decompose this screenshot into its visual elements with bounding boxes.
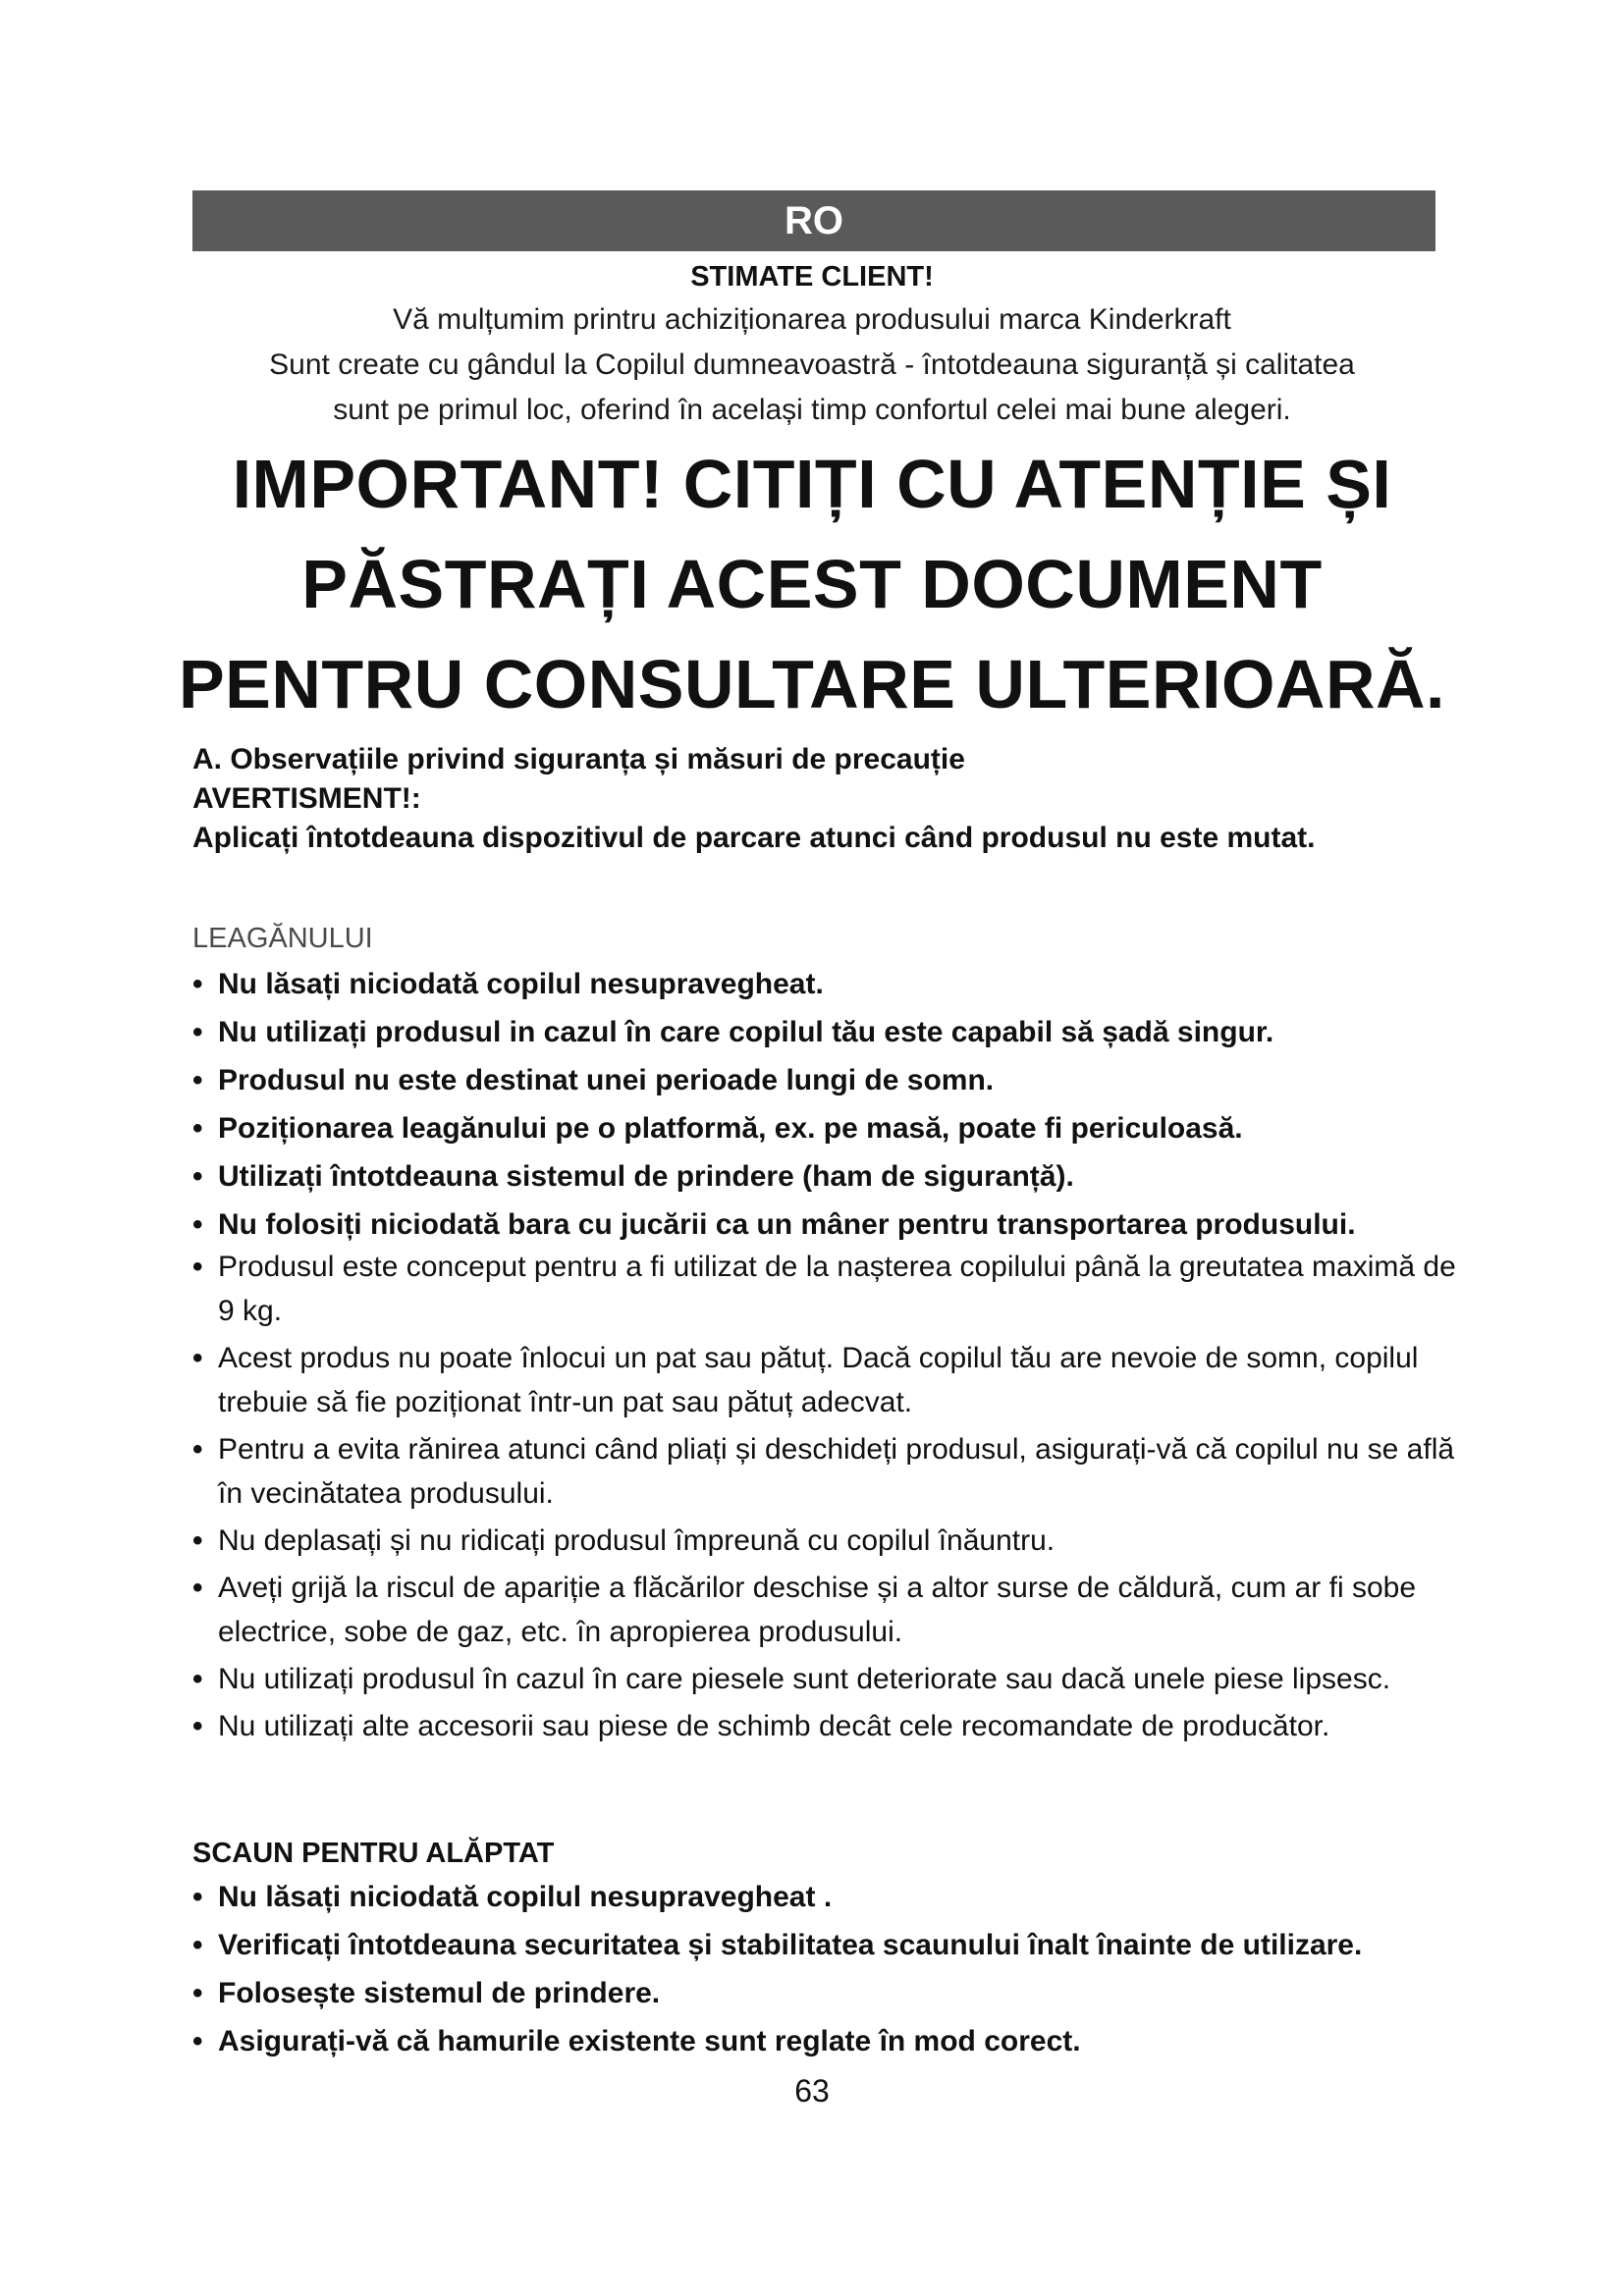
- intro-line: Vă mulțumim printru achiziționarea produsului marca Kinderkraft: [393, 303, 1231, 336]
- list-item: • Nu lăsați niciodată copilul nesupravegheat .: [192, 1875, 1469, 1919]
- list-item: • Utilizați întotdeauna sistemul de prindere (ham de siguranță).: [192, 1154, 1469, 1199]
- important-notice-line: IMPORTANT! CITIȚI CU ATENȚIE ȘI: [232, 446, 1392, 522]
- list-item: • Verificați întotdeauna securitatea și stabilitatea scaunului înalt înainte de utilizare.: [192, 1923, 1469, 1967]
- page-number: 63: [794, 2073, 830, 2109]
- list-item: • Nu utilizați produsul în cazul în care piesele sunt deteriorate sau dacă unele piese lipsesc.: [192, 1657, 1469, 1701]
- important-notice-line: PĂSTRAȚI ACEST DOCUMENT: [301, 546, 1323, 622]
- list-item: • Produsul nu este destinat unei perioade lungi de somn.: [192, 1058, 1469, 1102]
- section-a-title: A. Observațiile privind siguranța și măsuri de precauție: [192, 743, 965, 775]
- important-notice-line: PENTRU CONSULTARE ULTERIOARĂ.: [178, 646, 1446, 722]
- greeting-heading: STIMATE CLIENT!: [690, 261, 934, 293]
- list-item: • Pentru a evita rănirea atunci când pliați și deschideți produsul, asigurați-vă că copilul nu se află în vecinătatea produsului.: [192, 1427, 1469, 1516]
- nursing-chair-heading: SCAUN PENTRU ALĂPTAT: [192, 1838, 555, 1869]
- list-item: • Nu lăsați niciodată copilul nesupravegheat.: [192, 962, 1469, 1006]
- list-item: • Nu folosiți niciodată bara cu jucării ca un mâner pentru transportarea produsului.: [192, 1202, 1469, 1247]
- intro-line: sunt pe primul loc, oferind în același timp confortul celei mai bune alegeri.: [333, 394, 1291, 426]
- cradle-heading: LEAGĂNULUI: [192, 923, 373, 954]
- nursing-chair-list: [192, 1875, 1469, 2067]
- cradle-bold-list: [192, 962, 1469, 1251]
- section-a: [192, 740, 1469, 858]
- list-item: • Nu utilizați produsul in cazul în care copilul tău este capabil să șadă singur.: [192, 1010, 1469, 1054]
- list-item: • Produsul este conceput pentru a fi utilizat de la nașterea copilului până la greutatea maximă de 9 kg.: [192, 1245, 1469, 1333]
- list-item: • Nu utilizați alte accesorii sau piese de schimb decât cele recomandate de producător.: [192, 1704, 1469, 1748]
- list-item: • Asigurați-vă că hamurile existente sunt reglate în mod corect.: [192, 2019, 1469, 2063]
- intro-line: Sunt create cu gândul la Copilul dumneavoastră - întotdeauna siguranță și calitatea: [269, 348, 1355, 381]
- list-item: • Poziționarea leagănului pe o platformă, ex. pe masă, poate fi periculoasă.: [192, 1106, 1469, 1150]
- list-item: • Acest produs nu poate înlocui un pat sau pătuț. Dacă copilul tău are nevoie de somn, copilul trebuie să fie poziționat într-un pat sau pătuț adecvat.: [192, 1336, 1469, 1424]
- list-item: • Nu deplasați și nu ridicați produsul împreună cu copilul înăuntru.: [192, 1519, 1469, 1563]
- warning-label: AVERTISMENT!:: [192, 782, 421, 815]
- list-item: • Folosește sistemul de prindere.: [192, 1971, 1469, 2015]
- language-tag: RO: [192, 190, 1435, 251]
- list-item: • Aveți grijă la riscul de apariție a flăcărilor deschise și a altor surse de căldură, cum ar fi sobe electrice, sobe de gaz, etc. în apropierea produsului.: [192, 1566, 1469, 1654]
- warning-text: Aplicați întotdeauna dispozitivul de parcare atunci când produsul nu este mutat.: [192, 822, 1316, 854]
- cradle-normal-list: [192, 1245, 1469, 1751]
